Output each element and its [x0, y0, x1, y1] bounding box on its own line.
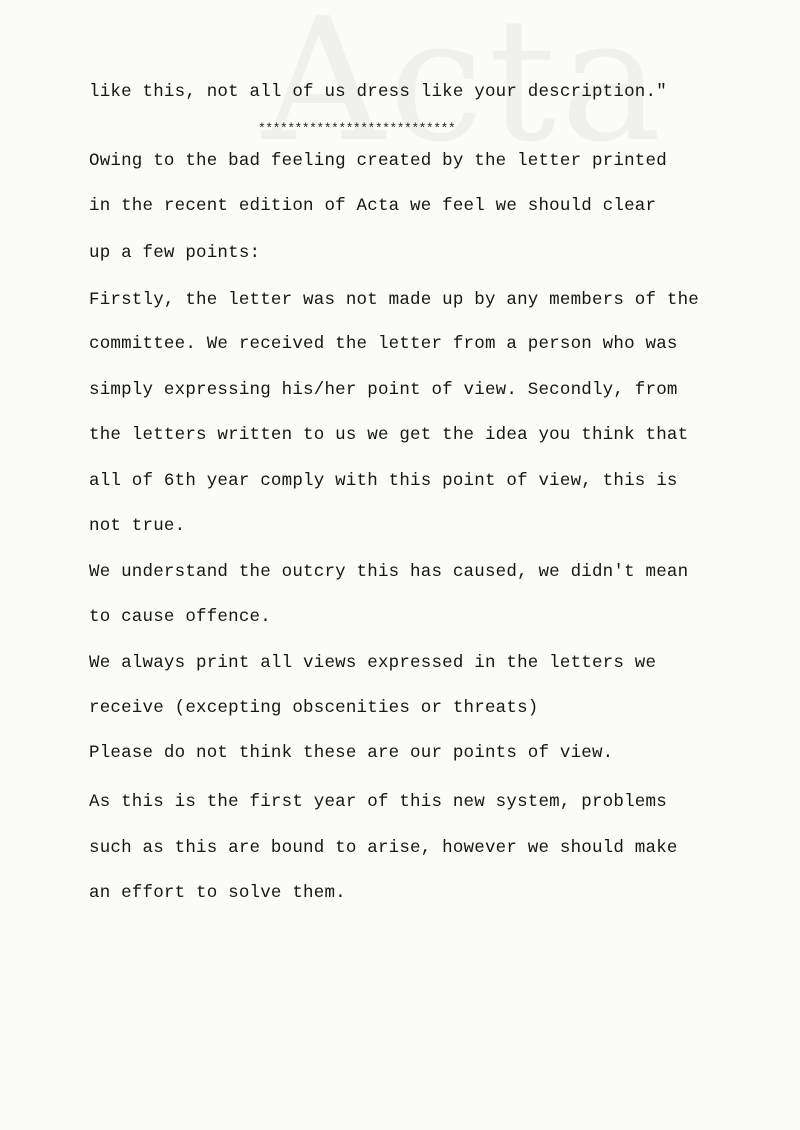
- text-line-15: Please do not think these are our points of view.: [89, 743, 614, 763]
- text-line-5: Firstly, the letter was not made up by any members of the: [89, 290, 699, 310]
- text-line-14: receive (excepting obscenities or threats): [89, 698, 539, 718]
- text-line-11: We understand the outcry this has caused, we didn't mean: [89, 562, 689, 582]
- separator-stars: ***************************: [258, 121, 456, 136]
- text-line-10: not true.: [89, 516, 186, 536]
- text-line-1: like this, not all of us dress like your description.": [89, 82, 667, 102]
- text-line-18: an effort to solve them.: [89, 883, 346, 903]
- text-line-9: all of 6th year comply with this point of view, this is: [89, 471, 678, 491]
- text-line-16: As this is the first year of this new system, problems: [89, 792, 667, 812]
- text-line-8: the letters written to us we get the idea you think that: [89, 425, 689, 445]
- text-line-6: committee. We received the letter from a person who was: [89, 334, 678, 354]
- text-line-12: to cause offence.: [89, 607, 271, 627]
- text-line-3: in the recent edition of Acta we feel we should clear: [89, 196, 657, 216]
- text-line-7: simply expressing his/her point of view. Secondly, from: [89, 380, 678, 400]
- text-line-2: Owing to the bad feeling created by the letter printed: [89, 151, 667, 171]
- text-line-13: We always print all views expressed in the letters we: [89, 653, 657, 673]
- text-line-4: up a few points:: [89, 243, 261, 263]
- text-line-17: such as this are bound to arise, however we should make: [89, 838, 678, 858]
